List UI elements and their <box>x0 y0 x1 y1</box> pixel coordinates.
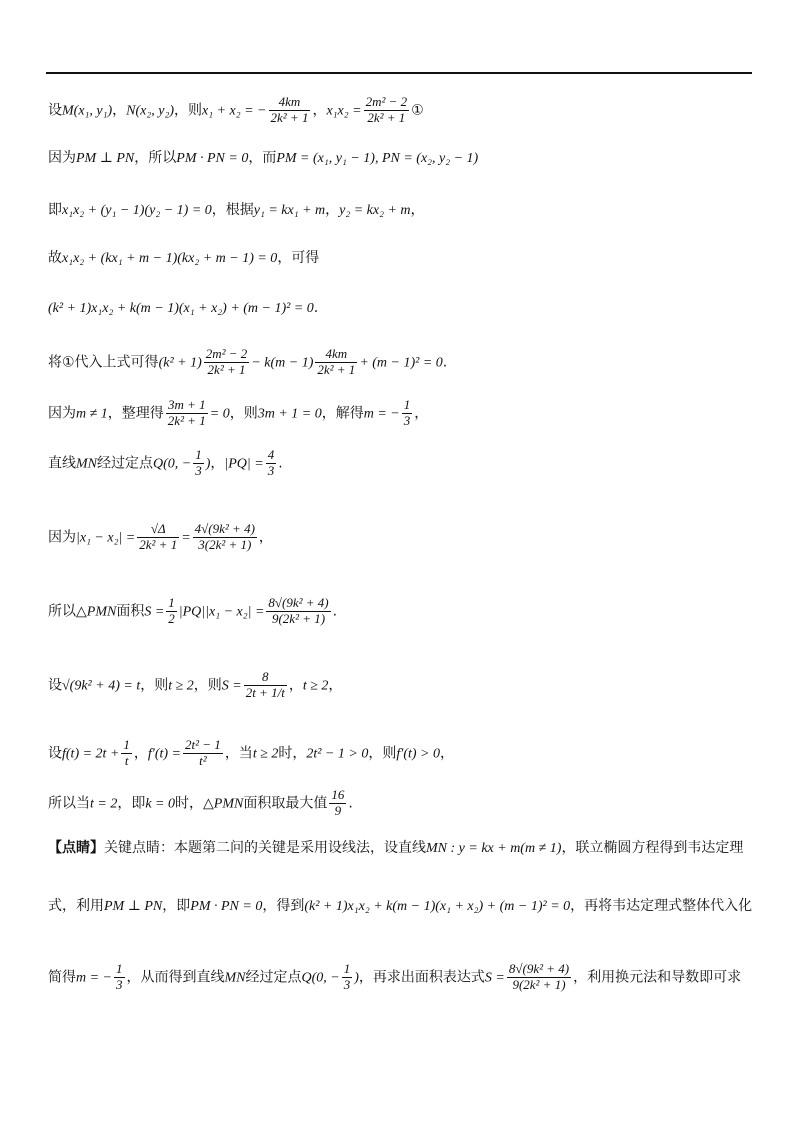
line-chord-difference <box>48 522 754 553</box>
text-run: ， <box>414 405 429 422</box>
fraction-numerator: 2t² − 1 <box>185 737 221 752</box>
math-expression: x₁x₂ + (kx₁ + m − 1)(kx₂ + m − 1) = 0 <box>62 251 278 266</box>
math-expression: N(x₂, y₂) <box>126 103 174 119</box>
math-fraction <box>342 962 353 993</box>
line-key-point-3 <box>48 962 754 993</box>
fraction-denominator: 2k² + 1 <box>317 361 356 377</box>
text-run: 因为 <box>48 529 76 546</box>
text-run: 简得 <box>48 969 76 986</box>
text-run: 所以当 <box>48 795 90 812</box>
math-expression: |PQ| = <box>224 456 264 472</box>
line-perpendicular-condition <box>48 150 754 166</box>
math-expression: m ≠ 1 <box>76 406 108 422</box>
math-fraction <box>193 448 204 479</box>
fraction-denominator: 3 <box>195 462 202 478</box>
text-run: ，则 <box>140 677 169 694</box>
math-expression: y₂ = kx₂ + m <box>339 203 411 218</box>
math-expression: △PMN <box>76 604 117 620</box>
math-expression: ) <box>354 970 359 986</box>
fraction-denominator: t² <box>199 752 207 768</box>
text-run: ，即 <box>162 898 191 914</box>
line-key-point-2 <box>48 898 754 914</box>
fraction-numerator: 3m + 1 <box>166 398 208 414</box>
text-run: ， <box>210 455 225 472</box>
fraction-denominator: 2k² + 1 <box>367 109 406 125</box>
line-substitute-vieta <box>48 347 754 378</box>
math-expression: |PQ||x₁ − x₂| = <box>178 604 265 620</box>
math-expression: m = − <box>76 970 113 986</box>
math-expression: m = − <box>363 406 400 422</box>
fraction-numerator: 2m² − 2 <box>205 346 248 361</box>
text-run: ，则 <box>193 677 222 694</box>
math-expression: (k² + 1)x₁x₂ + k(m − 1)(x₁ + x₂) + (m − 1)² = 0 <box>48 301 314 316</box>
text-run: ，即 <box>117 795 146 812</box>
fraction-denominator: 3(2k² + 1) <box>198 536 252 552</box>
math-expression: x₁ + x₂ = − <box>201 103 267 119</box>
fraction-numerator: 1 <box>403 397 411 412</box>
text-run: . <box>442 354 448 371</box>
fraction-numerator: 2m² − 2 <box>365 94 408 109</box>
text-run: ，得到 <box>262 898 305 914</box>
line-solve-m <box>48 398 754 429</box>
line-substitution-t <box>48 670 754 701</box>
fraction-denominator: 3 <box>403 412 411 428</box>
text-run: ，所以 <box>134 150 177 166</box>
math-expression: S = <box>144 604 165 620</box>
math-fraction <box>183 738 223 769</box>
text-run: ， <box>410 202 425 218</box>
math-fraction <box>193 522 257 553</box>
math-expression: f′(t) = <box>147 746 182 762</box>
text-run: 时， <box>175 795 204 812</box>
math-expression: (k² + 1) <box>158 355 202 371</box>
text-run: 故 <box>48 250 62 266</box>
highlight-label: 【点睛】 <box>48 840 104 856</box>
fraction-numerator: 4 <box>267 447 275 462</box>
math-expression: − k(m − 1) <box>251 355 314 371</box>
math-expression: △PMN <box>203 796 244 812</box>
text-run: 设 <box>48 677 62 694</box>
text-run: ， <box>325 202 340 218</box>
text-run: ，可得 <box>277 250 320 266</box>
text-run: ， <box>440 745 454 762</box>
math-expression: + (m − 1)² = 0 <box>359 355 443 371</box>
fraction-denominator: 3 <box>116 976 123 992</box>
fraction-numerator: 1 <box>195 447 202 462</box>
text-run: ，当 <box>224 745 253 762</box>
fraction-numerator: 4km <box>315 347 357 363</box>
text-run: ，则 <box>229 405 258 422</box>
fraction-denominator: 3 <box>343 976 351 992</box>
fraction-denominator: 9(2k² + 1) <box>512 976 566 992</box>
text-run: ，联立椭圆方程得到韦达定理 <box>561 840 744 856</box>
math-expression: t ≥ 2 <box>252 746 279 762</box>
text-run: . <box>332 603 338 620</box>
fraction-denominator: 2k² + 1 <box>270 109 309 125</box>
math-fraction <box>244 670 287 701</box>
math-expression: t ≥ 2 <box>168 678 194 694</box>
fraction-numerator: 8 <box>244 670 287 686</box>
fraction-denominator: 2k² + 1 <box>167 412 206 428</box>
text-run: 式，利用 <box>48 898 104 914</box>
math-expression: M(x₁, y₁) <box>62 103 113 119</box>
text-run: ，整理得 <box>107 405 164 422</box>
top-rule <box>46 72 752 74</box>
text-run: 面积取最大值 <box>243 795 328 812</box>
text-run: ， <box>133 745 148 762</box>
math-expression: y₁ = kx₁ + m <box>253 203 326 218</box>
text-run: 直线 <box>48 455 76 472</box>
math-fraction <box>166 398 208 429</box>
text-run: . <box>313 300 319 316</box>
text-run: . <box>348 795 353 812</box>
math-fraction <box>137 522 179 553</box>
math-expression: PM · PN = 0 <box>176 151 249 166</box>
text-run: 时， <box>278 745 307 762</box>
math-expression: x₁x₂ = <box>326 103 362 119</box>
text-run: ，再求出面积表达式 <box>358 969 485 986</box>
text-run: ，利用换元法和导数即可求 <box>573 969 742 986</box>
math-expression: t = 2 <box>90 796 118 812</box>
math-fraction <box>364 95 410 126</box>
math-expression: MN <box>224 970 246 986</box>
text-run: 所以 <box>48 603 76 620</box>
math-expression: 2t² − 1 > 0 <box>306 746 369 762</box>
text-run: ， <box>288 677 303 694</box>
math-expression: = <box>181 530 191 546</box>
math-fraction <box>402 398 413 429</box>
fraction-denominator: 2k² + 1 <box>139 536 178 552</box>
text-run: 经过定点 <box>245 969 302 986</box>
math-expression: MN : y = kx + m(m ≠ 1) <box>426 841 562 856</box>
text-run: ① <box>411 102 424 119</box>
math-expression: PM = (x₁, y₁ − 1), PN = (x₂, y₂ − 1) <box>276 151 479 166</box>
text-run: 将①代入上式可得 <box>48 354 159 371</box>
math-expression: (k² + 1)x₁x₂ + k(m − 1)(x₁ + x₂) + (m − 1)² = 0 <box>304 899 571 914</box>
line-area-expression <box>48 596 754 627</box>
math-expression: ) <box>205 456 211 472</box>
text-run: ，解得 <box>321 405 364 422</box>
math-expression: Q(0, − <box>301 970 340 986</box>
line-fixed-point <box>48 448 754 479</box>
text-run: 设 <box>48 102 62 119</box>
math-fraction <box>315 347 357 378</box>
fraction-numerator: √Δ <box>137 522 179 538</box>
text-run: ， <box>258 529 273 546</box>
fraction-denominator: 2k² + 1 <box>207 361 246 377</box>
fraction-denominator: 3 <box>267 462 275 478</box>
text-run: 即 <box>48 202 62 218</box>
text-run: 关键点睛：本题第二问的关键是采用设线法，设直线 <box>104 840 426 856</box>
fraction-numerator: 1 <box>116 961 123 976</box>
text-run: 因为 <box>48 405 76 422</box>
math-fraction <box>266 448 277 479</box>
line-max-area <box>48 788 754 819</box>
fraction-denominator: 9(2k² + 1) <box>271 610 326 626</box>
text-run: 因为 <box>48 150 76 166</box>
text-run: ，则 <box>173 102 202 119</box>
text-run: ，从而得到直线 <box>126 969 225 986</box>
math-expression: |x₁ − x₂| = <box>76 530 136 546</box>
math-fraction <box>269 95 311 126</box>
line-coordinates-vieta <box>48 95 754 126</box>
text-run: ，而 <box>248 150 277 166</box>
math-expression: Q(0, − <box>153 456 192 472</box>
text-run: ，再将韦达定理式整体代入化 <box>570 898 753 914</box>
math-expression: √(9k² + 4) = t <box>62 678 141 694</box>
fraction-denominator: t <box>124 752 129 768</box>
line-derivative <box>48 738 754 769</box>
math-fraction <box>114 962 125 993</box>
text-run: ， <box>112 102 127 119</box>
math-fraction <box>121 738 132 769</box>
text-run: . <box>278 455 283 472</box>
fraction-numerator: 4km <box>269 95 311 111</box>
fraction-numerator: 1 <box>168 595 175 610</box>
math-fraction <box>329 788 346 819</box>
line-therefore-equation <box>48 250 754 266</box>
fraction-numerator: 8√(9k² + 4) <box>268 595 329 610</box>
fraction-denominator: 2 <box>168 610 175 626</box>
math-expression: PM ⊥ PN <box>104 899 163 914</box>
text-run: ，则 <box>368 745 397 762</box>
math-expression: S = <box>484 970 505 986</box>
math-fraction <box>266 596 330 627</box>
math-expression: f′(t) > 0 <box>396 746 440 762</box>
math-fraction <box>204 347 250 378</box>
fraction-numerator: 16 <box>331 787 345 802</box>
text-run: ，根据 <box>211 202 254 218</box>
math-expression: 3m + 1 = 0 <box>257 406 322 422</box>
line-key-point-1 <box>48 840 754 856</box>
text-run: 设 <box>48 745 62 762</box>
math-expression: MN <box>76 456 97 472</box>
math-expression: t ≥ 2 <box>302 678 329 694</box>
fraction-denominator: 9 <box>334 802 342 818</box>
text-run: ， <box>328 677 343 694</box>
math-expression: PM · PN = 0 <box>190 899 263 914</box>
fraction-numerator: 1 <box>123 737 130 752</box>
fraction-numerator: 8√(9k² + 4) <box>508 961 570 976</box>
math-expression: f(t) = 2t + <box>62 746 120 762</box>
line-substitute-y <box>48 202 754 218</box>
math-expression: S = <box>221 678 242 694</box>
text-run: 面积 <box>116 603 145 620</box>
math-fraction <box>166 596 177 627</box>
fraction-denominator: 2t + 1/t <box>245 684 285 700</box>
text-run: 经过定点 <box>97 455 153 472</box>
fraction-numerator: 1 <box>343 961 351 976</box>
math-expression: x₁x₂ + (y₁ − 1)(y₂ − 1) = 0 <box>62 203 212 218</box>
math-expression: PM ⊥ PN <box>76 151 135 166</box>
fraction-numerator: 4√(9k² + 4) <box>194 521 255 536</box>
line-expanded-equation <box>48 300 754 316</box>
math-expression: k = 0 <box>145 796 176 812</box>
text-run: ， <box>312 102 327 119</box>
math-expression: = 0 <box>209 406 230 422</box>
math-fraction <box>507 962 571 993</box>
